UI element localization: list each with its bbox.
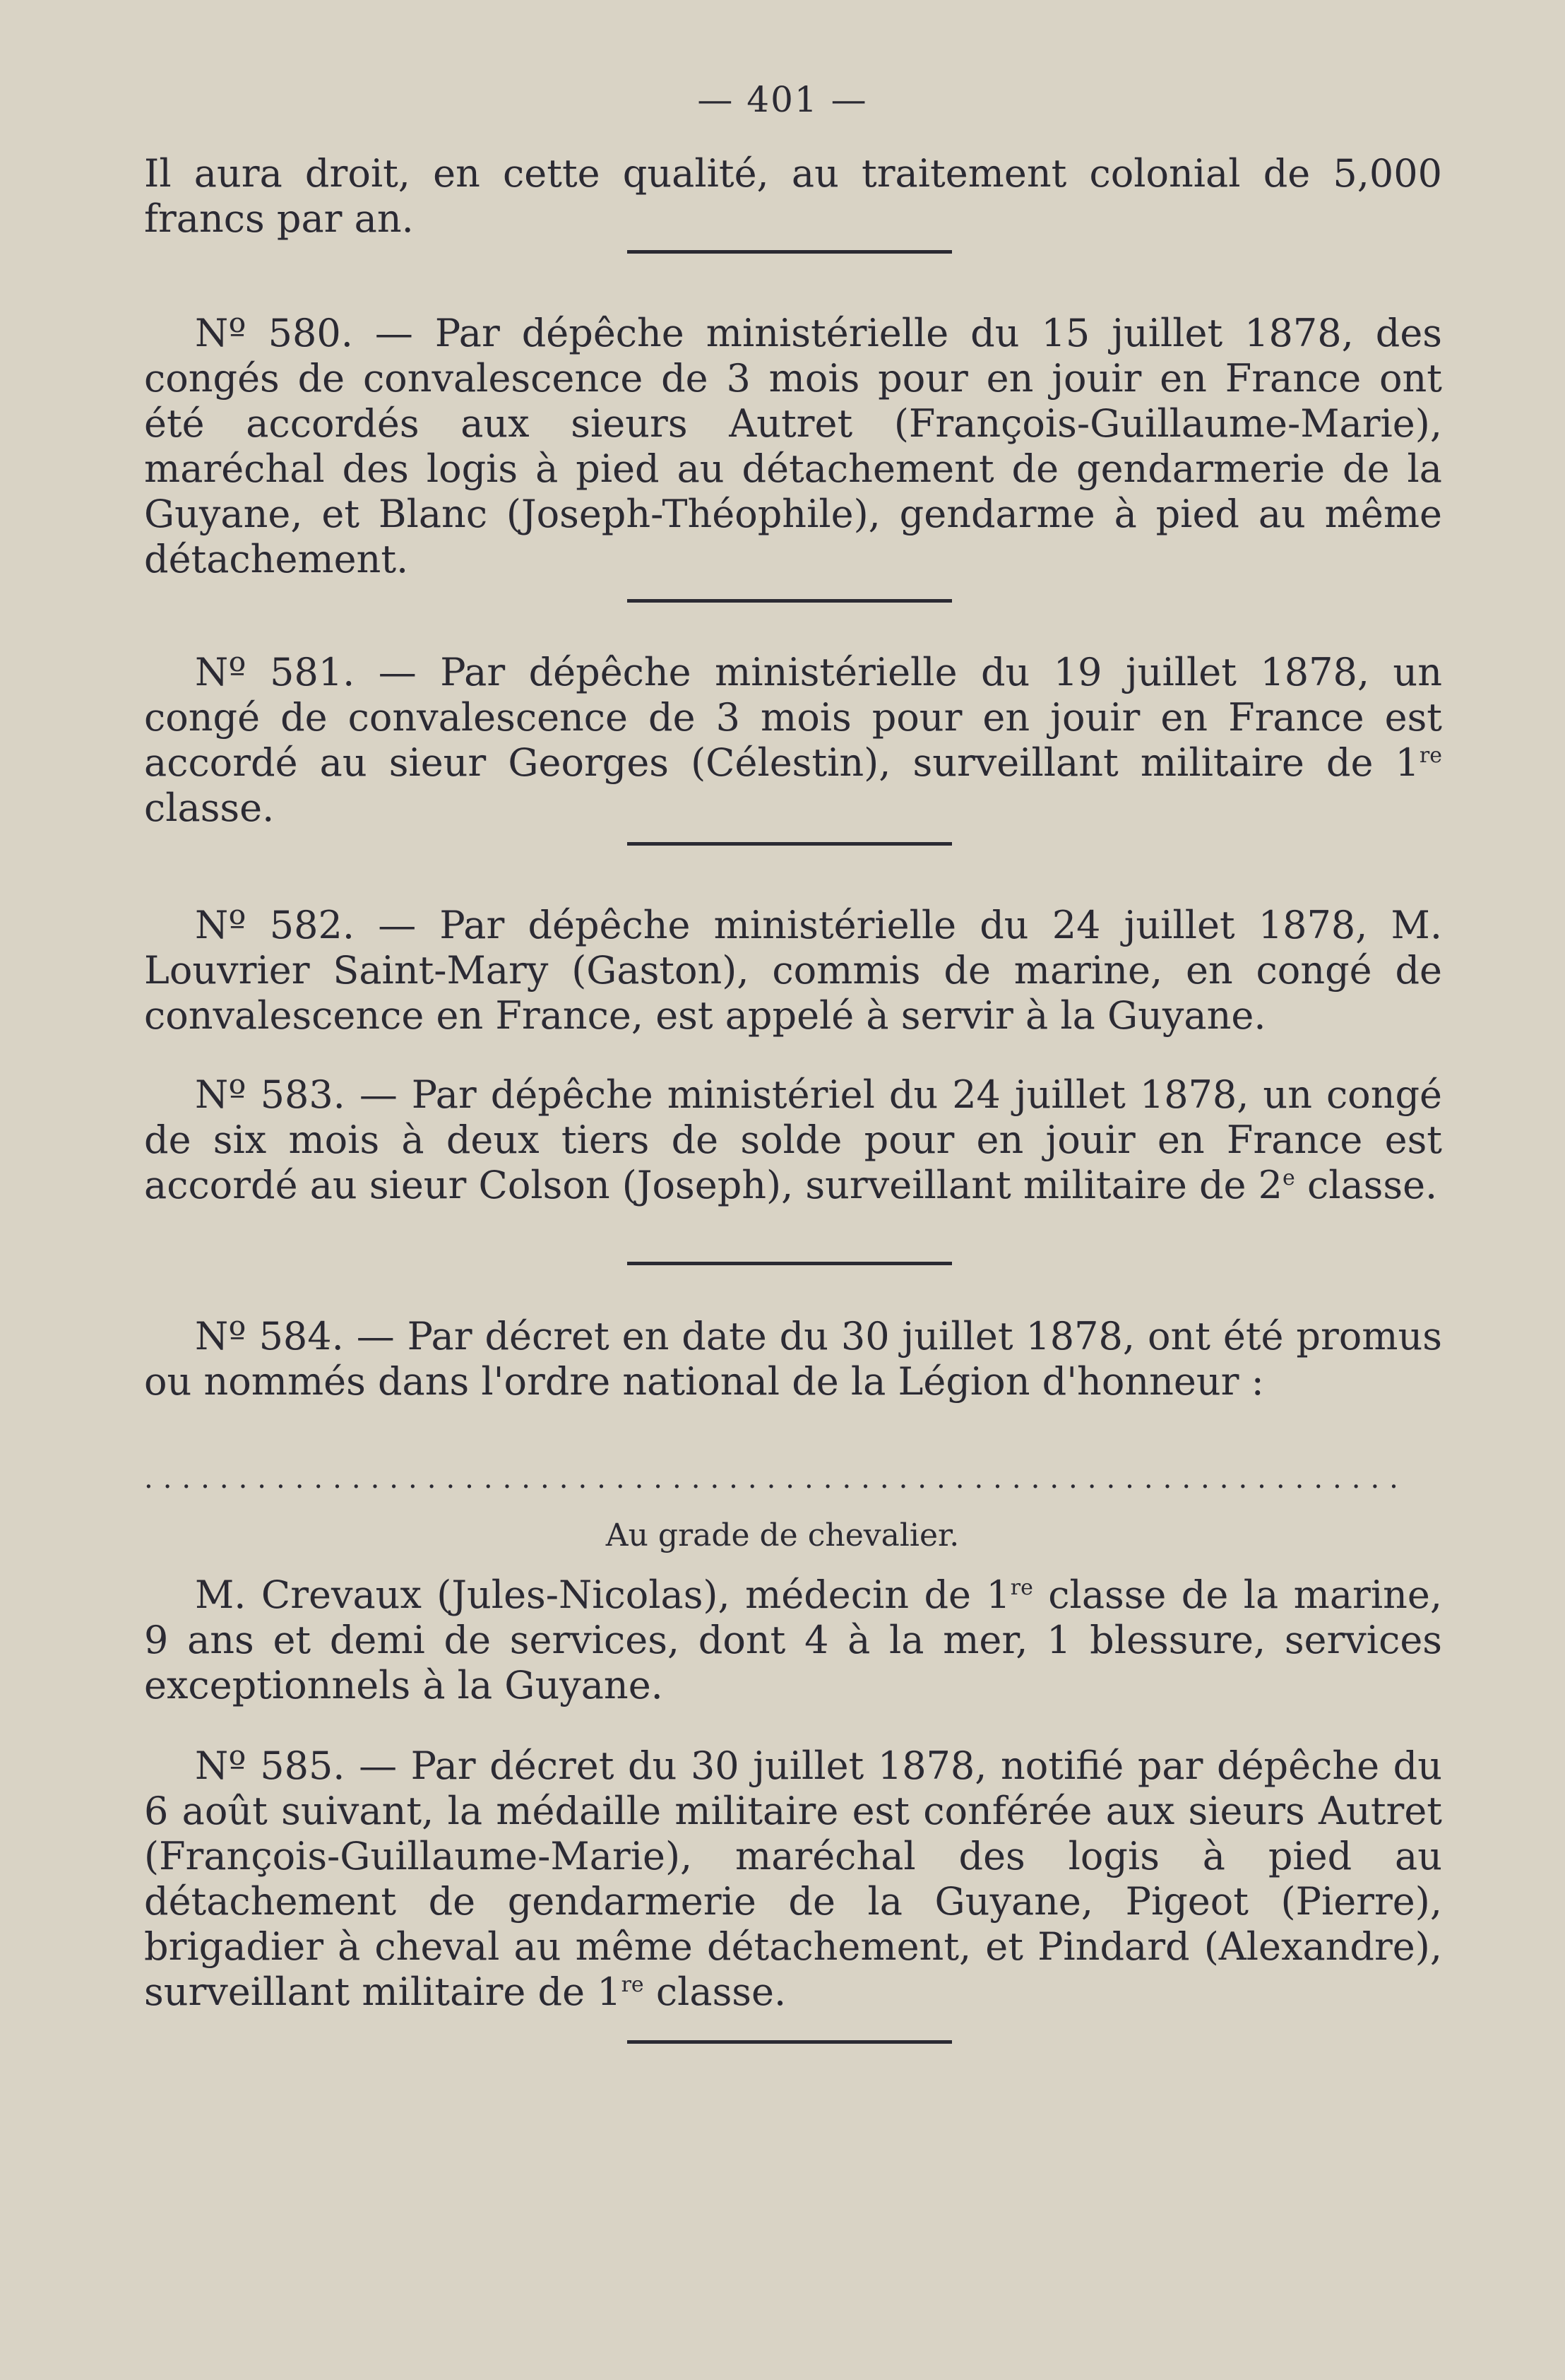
- entry-583-text: Nº 583. — Par dépêche ministériel du 24 juillet 1878, un congé de six mois à deux tiers de solde pour en jouir en France est accordé au sieur Colson (Joseph), surveillant militaire de 2: [144, 1072, 1442, 1207]
- ordinal-superscript: e: [1283, 1166, 1295, 1190]
- entry-583-block: [144, 1072, 1442, 1208]
- entry-582-paragraph: Nº 582. — Par dépêche ministérielle du 24 juillet 1878, M. Louvrier Saint-Mary (Gaston), commis de marine, en congé de convalescence en France, est appelé à servir à la Guyane.: [144, 903, 1442, 1038]
- entry-580-block: [144, 311, 1442, 582]
- entry-585-block: [144, 1743, 1442, 2015]
- chevalier-block: [144, 1573, 1442, 1708]
- chevalier-paragraph: [144, 1573, 1442, 1708]
- entry-584-block: [144, 1314, 1442, 1404]
- entry-580-paragraph: Nº 580. — Par dépêche ministérielle du 15 juillet 1878, des congés de convalescence de 3 mois pour en jouir en France ont été accordés aux sieurs Autret (François-Guillaume-Marie), maréchal des logis à pied au détachement de gendarmerie de la Guyane, et Blanc (Joseph-Théophile), gendarme à pied au même détachement.: [144, 311, 1442, 581]
- intro-block: [144, 151, 1442, 242]
- separator-rule: [627, 2040, 952, 2044]
- entry-582-block: [144, 903, 1442, 1038]
- entry-583-text-end: classe.: [1295, 1163, 1438, 1207]
- separator-rule: [627, 1262, 952, 1265]
- entry-581-block: [144, 650, 1442, 831]
- dotted-leader: ...................................................................: [144, 1468, 1408, 1489]
- ordinal-superscript: re: [1419, 743, 1442, 768]
- entry-581-text: Nº 581. — Par dépêche ministérielle du 19 juillet 1878, un congé de convalescence de 3 mois pour en jouir en France est accordé au sieur Georges (Célestin), surveillant militaire de 1: [144, 650, 1442, 785]
- entry-584-paragraph: Nº 584. — Par décret en date du 30 juillet 1878, ont été promus ou nommés dans l'ordre national de la Légion d'honneur :: [144, 1314, 1442, 1404]
- chevalier-text-end: classe de la marine, 9 ans et demi de services, dont 4 à la mer, 1 blessure, services exceptionnels à la Guyane.: [144, 1573, 1443, 1707]
- ordinal-superscript: re: [1010, 1575, 1033, 1600]
- entry-585-text-end: classe.: [643, 1970, 787, 2014]
- section-subheading: Au grade de chevalier.: [605, 1517, 960, 1553]
- separator-rule: [627, 842, 952, 846]
- separator-rule: [627, 250, 952, 254]
- ordinal-superscript: re: [621, 1972, 644, 1997]
- chevalier-text: M. Crevaux (Jules-Nicolas), médecin de 1: [195, 1573, 1011, 1617]
- page-number: — 401 —: [697, 79, 868, 120]
- separator-rule: [627, 599, 952, 603]
- entry-583-paragraph: [144, 1072, 1442, 1208]
- entry-581-paragraph: [144, 650, 1442, 831]
- entry-581-text-end: classe.: [144, 786, 275, 830]
- entry-585-paragraph: [144, 1743, 1442, 2015]
- entry-585-text: Nº 585. — Par décret du 30 juillet 1878, notifié par dépêche du 6 août suivant, la médaille militaire est conférée aux sieurs Autret (François-Guillaume-Marie), maréchal des logis à pied au détachement de gendarmerie de la Guyane, Pigeot (Pierre), brigadier à cheval au même détachement, et Pindard (Alexandre), surveillant militaire de 1: [144, 1743, 1442, 2014]
- intro-paragraph: Il aura droit, en cette qualité, au traitement colonial de 5,000 francs par an.: [144, 151, 1442, 241]
